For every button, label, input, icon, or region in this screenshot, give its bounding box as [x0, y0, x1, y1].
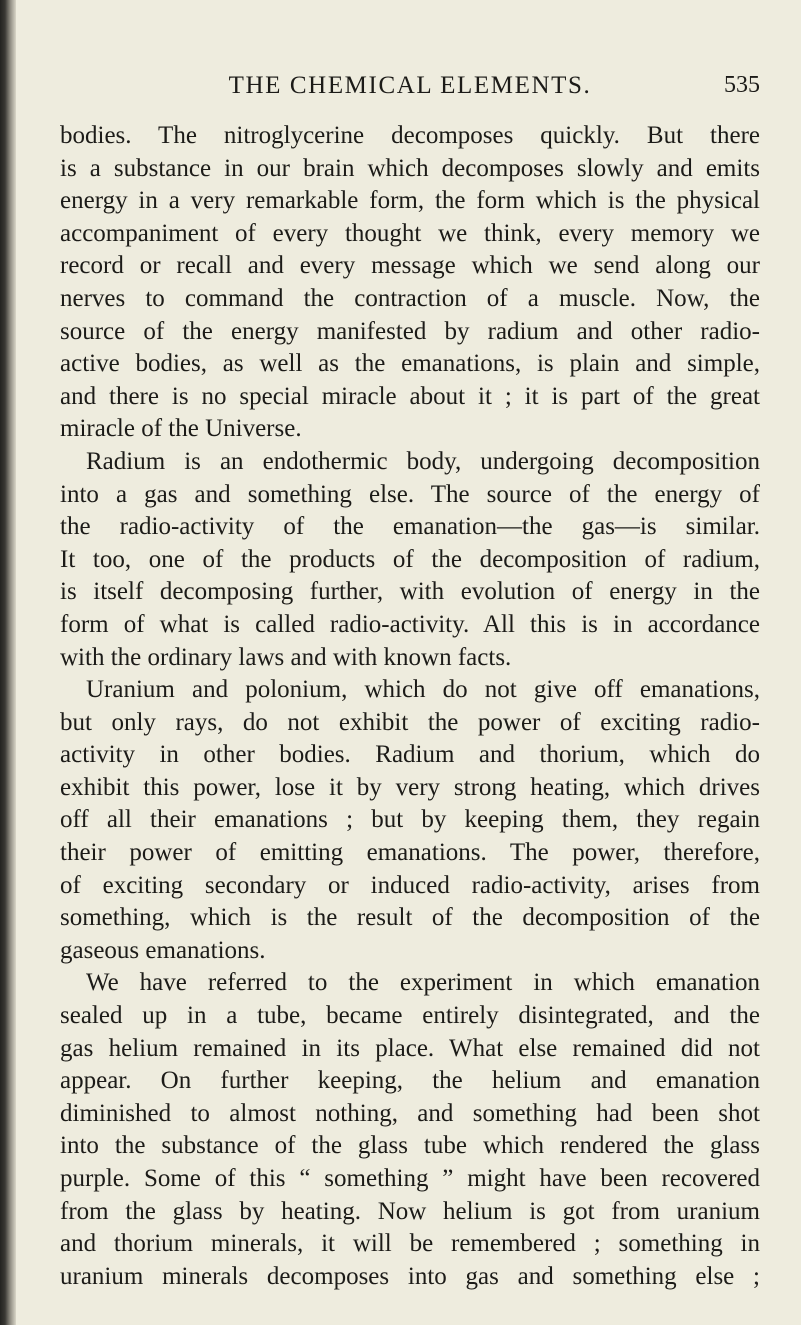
- text-line: into the substance of the glass tube which rendered the glass: [60, 1132, 760, 1160]
- text-line: and there is no special miracle about it ; it is part of the great: [60, 382, 760, 410]
- text-line: of exciting secondary or induced radio-activity, arises from: [60, 871, 760, 899]
- binding-gutter: [0, 0, 16, 1325]
- text-line: off all their emanations ; but by keeping them, they regain: [60, 806, 760, 834]
- text-line: is itself decomposing further, with evolution of energy in the: [60, 578, 760, 606]
- text-line: from the glass by heating. Now helium is got from uranium: [60, 1197, 760, 1225]
- text-line: source of the energy manifested by radium and other radio-: [60, 317, 760, 345]
- body-text: [60, 120, 760, 1293]
- text-line: uranium minerals decomposes into gas and something else ;: [60, 1262, 760, 1290]
- page-number: 535: [724, 72, 760, 98]
- text-line: nerves to command the contraction of a muscle. Now, the: [60, 284, 760, 312]
- text-line: with the ordinary laws and with known facts.: [60, 643, 512, 671]
- text-line: bodies. The nitroglycerine decomposes quickly. But there: [60, 122, 760, 149]
- text-line: their power of emitting emanations. The power, therefore,: [60, 839, 760, 867]
- text-line: gas helium remained in its place. What else remained did not: [60, 1034, 760, 1062]
- text-line: record or recall and every message which we send along our: [60, 252, 760, 280]
- text-line: appear. On further keeping, the helium and emanation: [60, 1067, 760, 1095]
- text-line: sealed up in a tube, became entirely disintegrated, and the: [60, 1002, 760, 1030]
- page-header: [60, 72, 760, 112]
- text-line: activity in other bodies. Radium and thorium, which do: [60, 741, 760, 769]
- text-line: accompaniment of every thought we think, every memory we: [60, 219, 760, 247]
- text-line: something, which is the result of the decomposition of the: [60, 904, 760, 932]
- text-line: diminished to almost nothing, and something had been shot: [60, 1099, 760, 1127]
- paragraph-first-line: We have referred to the experiment in which emanation: [86, 969, 760, 997]
- text-line: but only rays, do not exhibit the power of exciting radio-: [60, 708, 760, 736]
- text-line: purple. Some of this “ something ” might have been recovered: [60, 1165, 760, 1192]
- text-line: exhibit this power, lose it by very strong heating, which drives: [60, 773, 760, 801]
- paragraph-first-line: Uranium and polonium, which do not give off emanations,: [86, 676, 760, 704]
- running-title: THE CHEMICAL ELEMENTS.: [228, 72, 592, 99]
- text-line: It too, one of the products of the decomposition of radium,: [60, 545, 760, 573]
- text-line: form of what is called radio-activity. All this is in accordance: [60, 610, 760, 638]
- text-line: miracle of the Universe.: [60, 415, 302, 443]
- paragraph-first-line: Radium is an endothermic body, undergoing decomposition: [86, 447, 760, 475]
- text-line: into a gas and something else. The source of the energy of: [60, 480, 760, 508]
- text-line: is a substance in our brain which decomposes slowly and emits: [60, 154, 760, 182]
- text-line: gaseous emanations.: [60, 936, 266, 964]
- text-line: energy in a very remarkable form, the form which is the physical: [60, 187, 760, 215]
- text-line: active bodies, as well as the emanations, is plain and simple,: [60, 350, 760, 378]
- text-line: and thorium minerals, it will be remembered ; something in: [60, 1230, 760, 1258]
- text-line: the radio-activity of the emanation—the gas—is similar.: [60, 513, 760, 541]
